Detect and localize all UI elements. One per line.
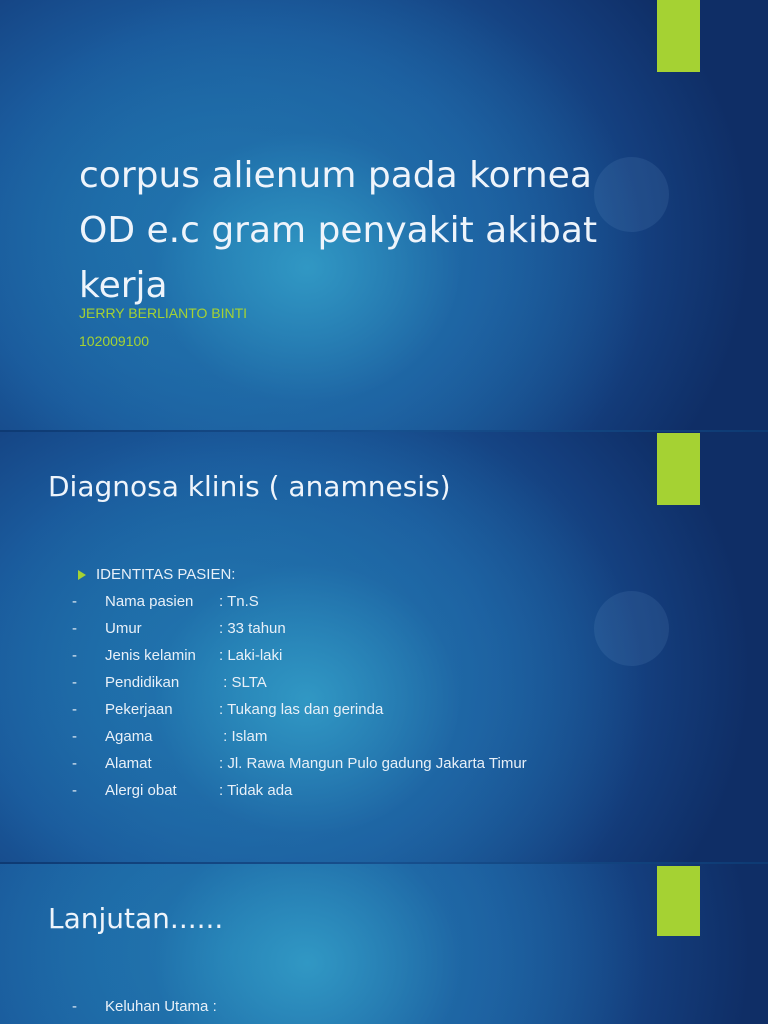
list-item: [72, 728, 527, 755]
complaint-list: [72, 998, 217, 1024]
field-value: : SLTA: [219, 674, 267, 691]
slide-title-text: corpus alienum pada kornea OD e.c gram penyakit akibat kerja: [79, 155, 598, 306]
accent-bar: [657, 433, 700, 505]
dash-marker: -: [72, 728, 77, 745]
field-value: : Islam: [219, 728, 268, 745]
slide-heading: Lanjutan......: [48, 902, 224, 935]
dash-marker: -: [72, 620, 77, 637]
field-label: Alamat: [105, 755, 152, 772]
accent-bar: [657, 0, 700, 72]
field-value: : Tukang las dan gerinda: [219, 701, 384, 718]
list-item: [72, 755, 527, 782]
list-item: [72, 782, 527, 809]
decorative-circle: [594, 157, 669, 232]
slide-title: [0, 0, 768, 432]
field-value: : Jl. Rawa Mangun Pulo gadung Jakarta Timur: [219, 755, 527, 772]
field-value: : Tn.S: [219, 593, 259, 610]
patient-identity-list: [72, 593, 527, 809]
dash-marker: -: [72, 701, 77, 718]
student-id: 102009100: [79, 333, 150, 349]
dash-marker: -: [72, 755, 77, 772]
dash-marker: -: [72, 782, 77, 799]
accent-bar: [657, 866, 700, 936]
slide-lanjutan: [0, 864, 768, 1024]
dash-marker: -: [72, 674, 77, 691]
field-label: Nama pasien: [105, 593, 194, 610]
list-item: [72, 620, 527, 647]
field-label: Alergi obat: [105, 782, 177, 799]
slide-diagnosa: [0, 432, 768, 864]
dash-marker: -: [72, 593, 77, 610]
bullet-label: IDENTITAS PASIEN:: [96, 566, 236, 583]
field-value: : Tidak ada: [219, 782, 293, 799]
list-item: [72, 674, 527, 701]
slide-heading: Diagnosa klinis ( anamnesis): [48, 470, 451, 503]
decorative-circle: [594, 591, 669, 666]
field-label: Agama: [105, 728, 153, 745]
author-name: JERRY BERLIANTO BINTI: [79, 305, 248, 321]
list-item: [72, 647, 527, 674]
field-value: : Laki-laki: [219, 647, 283, 664]
field-label: Pekerjaan: [105, 701, 173, 718]
list-item: [72, 998, 217, 1024]
field-label: Jenis kelamin: [105, 647, 196, 664]
bullet-identitas: [78, 566, 235, 583]
field-value: : 33 tahun: [219, 620, 286, 637]
list-item: [72, 593, 527, 620]
field-label: Umur: [105, 620, 142, 637]
dash-marker: -: [72, 647, 77, 664]
field-label: Keluhan Utama :: [105, 998, 217, 1015]
triangle-bullet-icon: [78, 570, 86, 580]
dash-marker: -: [72, 998, 77, 1015]
list-item: [72, 701, 527, 728]
field-label: Pendidikan: [105, 674, 180, 691]
